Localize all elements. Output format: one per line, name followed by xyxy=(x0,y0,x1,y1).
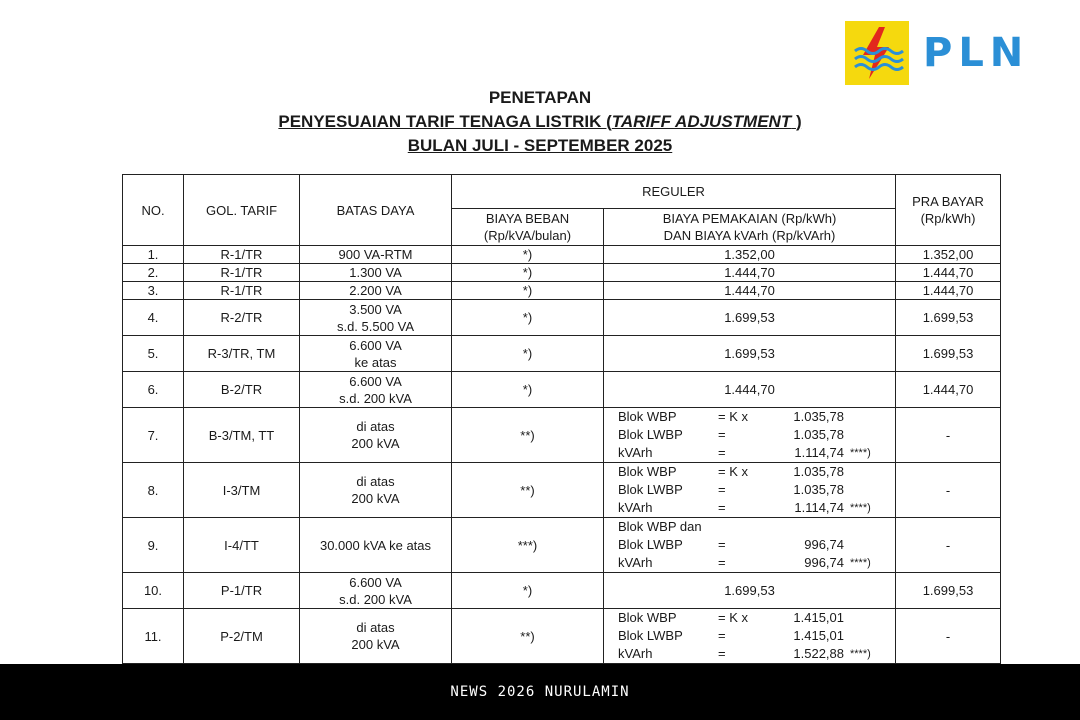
cell-batas-daya-1: di atas xyxy=(356,474,395,489)
blok-value: 1.522,88 xyxy=(793,646,844,661)
cell-pra-bayar: 1.444,70 xyxy=(896,282,1001,300)
cell-batas-daya xyxy=(300,609,452,664)
cell-no: 6. xyxy=(123,372,184,408)
header-biaya-beban xyxy=(452,209,604,246)
blok-op: = xyxy=(718,445,726,460)
blok-value: 996,74 xyxy=(804,537,844,552)
cell-biaya-pemakaian: 1.699,53 xyxy=(604,336,896,372)
blok-label: Blok LWBP xyxy=(618,537,683,552)
cell-batas-daya-2: s.d. 200 kVA xyxy=(339,390,412,406)
cell-biaya-beban: *) xyxy=(452,264,604,282)
cell-no: 10. xyxy=(123,573,184,609)
blok-op: = xyxy=(718,500,726,515)
blok-op: = K x xyxy=(718,464,748,479)
blok-note xyxy=(844,609,891,627)
cell-pra-bayar: 1.444,70 xyxy=(896,264,1001,282)
cell-batas-daya: 30.000 kVA ke atas xyxy=(300,518,452,573)
pln-logo-mark xyxy=(845,21,909,85)
cell-no: 1. xyxy=(123,246,184,264)
cell-gol-tarif: R-1/TR xyxy=(184,282,300,300)
blok-breakdown xyxy=(608,609,891,663)
cell-batas-daya: 2.200 VA xyxy=(300,282,452,300)
cell-batas-daya-1: di atas xyxy=(356,419,395,434)
blok-note: ****) xyxy=(850,502,871,514)
cell-batas-daya-1: 6.600 VA xyxy=(349,574,402,590)
cell-biaya-beban: *) xyxy=(452,300,604,336)
header-biaya-pemakaian-2: DAN BIAYA kVArh (Rp/kVArh) xyxy=(663,228,836,243)
header-biaya-beban-1: BIAYA BEBAN xyxy=(485,211,570,226)
cell-biaya-pemakaian xyxy=(604,463,896,518)
table-row xyxy=(123,300,1001,336)
cell-pra-bayar: 1.352,00 xyxy=(896,246,1001,264)
cell-gol-tarif: I-4/TT xyxy=(184,518,300,573)
header-biaya-beban-2: (Rp/kVA/bulan) xyxy=(483,228,572,243)
blok-label: Blok WBP xyxy=(618,464,677,479)
blok-op: = xyxy=(718,427,726,442)
blok-note xyxy=(844,426,891,444)
cell-batas-daya: 1.300 VA xyxy=(300,264,452,282)
header-pra-bayar xyxy=(896,175,1001,246)
cell-batas-daya-2: ke atas xyxy=(354,354,397,370)
heading-line-3: BULAN JULI - SEPTEMBER 2025 xyxy=(407,136,673,155)
cell-biaya-pemakaian: 1.352,00 xyxy=(604,246,896,264)
cell-no: 9. xyxy=(123,518,184,573)
blok-op: = xyxy=(718,537,726,552)
header-biaya-pemakaian xyxy=(604,209,896,246)
cell-biaya-pemakaian xyxy=(604,518,896,573)
blok-value: 1.035,78 xyxy=(793,409,844,424)
tariff-table xyxy=(122,174,1001,682)
header-no: NO. xyxy=(123,175,184,246)
cell-gol-tarif: I-3/TM xyxy=(184,463,300,518)
cell-pra-bayar: 1.699,53 xyxy=(896,300,1001,336)
blok-note: ****) xyxy=(850,557,871,569)
table-row xyxy=(123,264,1001,282)
cell-gol-tarif: P-2/TM xyxy=(184,609,300,664)
cell-biaya-beban: **) xyxy=(452,408,604,463)
heading-line-2-a: PENYESUAIAN TARIF TENAGA LISTRIK ( xyxy=(278,112,612,131)
blok-value xyxy=(774,518,844,536)
cell-batas-daya-2: 200 kVA xyxy=(351,637,400,652)
blok-value: 1.415,01 xyxy=(793,628,844,643)
blok-note: ****) xyxy=(850,447,871,459)
cell-biaya-pemakaian: 1.444,70 xyxy=(604,282,896,300)
blok-note xyxy=(844,627,891,645)
cell-biaya-beban: **) xyxy=(452,463,604,518)
blok-value: 1.035,78 xyxy=(793,427,844,442)
cell-gol-tarif: B-3/TM, TT xyxy=(184,408,300,463)
blok-label: Blok LWBP xyxy=(618,628,683,643)
cell-batas-daya-1: 6.600 VA xyxy=(349,373,402,389)
footer-banner xyxy=(0,664,1080,720)
cell-biaya-beban: ***) xyxy=(452,518,604,573)
table-row xyxy=(123,518,1001,573)
blok-note xyxy=(844,408,891,426)
heading-line-1: PENETAPAN xyxy=(488,88,592,107)
footer-text: NEWS 2026 NURULAMIN xyxy=(450,684,630,700)
lightning-wave-icon xyxy=(845,21,909,85)
cell-biaya-beban: *) xyxy=(452,246,604,264)
blok-label: kVArh xyxy=(618,646,653,661)
blok-op: = K x xyxy=(718,610,748,625)
cell-pra-bayar: - xyxy=(896,609,1001,664)
blok-op: = xyxy=(718,646,726,661)
blok-value: 1.114,74 xyxy=(794,445,844,460)
cell-biaya-pemakaian: 1.444,70 xyxy=(604,264,896,282)
cell-pra-bayar: - xyxy=(896,518,1001,573)
blok-value: 1.415,01 xyxy=(793,610,844,625)
cell-biaya-beban: **) xyxy=(452,609,604,664)
cell-no: 2. xyxy=(123,264,184,282)
pln-logo xyxy=(845,20,1029,86)
cell-gol-tarif: B-2/TR xyxy=(184,372,300,408)
cell-batas-daya: 900 VA-RTM xyxy=(300,246,452,264)
cell-pra-bayar: 1.699,53 xyxy=(896,573,1001,609)
cell-gol-tarif: R-1/TR xyxy=(184,246,300,264)
cell-batas-daya-2: 200 kVA xyxy=(351,436,400,451)
header-pra-bayar-2: (Rp/kWh) xyxy=(920,211,976,226)
cell-batas-daya xyxy=(300,336,452,372)
cell-biaya-beban: *) xyxy=(452,282,604,300)
pln-logo-text: PLN xyxy=(923,30,1030,76)
cell-biaya-pemakaian: 1.699,53 xyxy=(604,300,896,336)
blok-label: kVArh xyxy=(618,500,653,515)
cell-no: 11. xyxy=(123,609,184,664)
cell-biaya-pemakaian: 1.444,70 xyxy=(604,372,896,408)
header-biaya-pemakaian-1: BIAYA PEMAKAIAN (Rp/kWh) xyxy=(662,211,837,226)
cell-no: 8. xyxy=(123,463,184,518)
cell-gol-tarif: P-1/TR xyxy=(184,573,300,609)
cell-no: 4. xyxy=(123,300,184,336)
cell-biaya-beban: *) xyxy=(452,573,604,609)
cell-no: 5. xyxy=(123,336,184,372)
cell-batas-daya-2: s.d. 200 kVA xyxy=(339,591,412,607)
cell-batas-daya xyxy=(300,372,452,408)
blok-value: 1.114,74 xyxy=(794,500,844,515)
cell-batas-daya xyxy=(300,463,452,518)
blok-note xyxy=(844,463,891,481)
blok-breakdown xyxy=(608,518,891,572)
table-row xyxy=(123,463,1001,518)
blok-note: ****) xyxy=(850,648,871,660)
cell-pra-bayar: 1.444,70 xyxy=(896,372,1001,408)
blok-label: Blok WBP xyxy=(618,409,677,424)
cell-biaya-pemakaian xyxy=(604,609,896,664)
heading-line-2-b: TARIFF ADJUSTMENT xyxy=(611,112,792,131)
cell-biaya-beban: *) xyxy=(452,372,604,408)
blok-op: = xyxy=(718,482,726,497)
blok-label: kVArh xyxy=(618,555,653,570)
cell-batas-daya xyxy=(300,300,452,336)
blok-note xyxy=(844,518,891,536)
cell-batas-daya xyxy=(300,408,452,463)
blok-label: kVArh xyxy=(618,445,653,460)
table-row xyxy=(123,408,1001,463)
cell-batas-daya-1: di atas xyxy=(356,620,395,635)
cell-gol-tarif: R-2/TR xyxy=(184,300,300,336)
blok-note xyxy=(844,481,891,499)
blok-value: 1.035,78 xyxy=(793,464,844,479)
blok-label: Blok LWBP xyxy=(618,482,683,497)
cell-batas-daya-2: s.d. 5.500 VA xyxy=(336,318,415,334)
cell-gol-tarif: R-1/TR xyxy=(184,264,300,282)
blok-value: 996,74 xyxy=(804,555,844,570)
cell-biaya-beban: *) xyxy=(452,336,604,372)
cell-pra-bayar: - xyxy=(896,408,1001,463)
cell-gol-tarif: R-3/TR, TM xyxy=(184,336,300,372)
heading-line-2-c: ) xyxy=(795,112,802,131)
blok-label: Blok WBP xyxy=(618,610,677,625)
blok-value: 1.035,78 xyxy=(793,482,844,497)
table-row xyxy=(123,336,1001,372)
heading-line-2 xyxy=(0,112,1080,132)
cell-no: 3. xyxy=(123,282,184,300)
table-row xyxy=(123,372,1001,408)
cell-biaya-pemakaian: 1.699,53 xyxy=(604,573,896,609)
table-row xyxy=(123,609,1001,664)
header-reguler: REGULER xyxy=(452,175,896,209)
header-batas-daya: BATAS DAYA xyxy=(300,175,452,246)
blok-op xyxy=(718,518,774,536)
header-pra-bayar-1: PRA BAYAR xyxy=(912,194,984,209)
blok-breakdown xyxy=(608,463,891,517)
cell-batas-daya-1: 6.600 VA xyxy=(349,337,402,353)
cell-batas-daya-2: 200 kVA xyxy=(351,491,400,506)
blok-op: = xyxy=(718,555,726,570)
blok-note xyxy=(844,536,891,554)
blok-label: Blok WBP dan xyxy=(618,519,702,534)
cell-batas-daya xyxy=(300,573,452,609)
cell-pra-bayar: - xyxy=(896,463,1001,518)
blok-breakdown xyxy=(608,408,891,462)
table-row xyxy=(123,282,1001,300)
cell-pra-bayar: 1.699,53 xyxy=(896,336,1001,372)
cell-biaya-pemakaian xyxy=(604,408,896,463)
table-row xyxy=(123,246,1001,264)
cell-batas-daya-1: 3.500 VA xyxy=(349,301,402,317)
header-gol-tarif: GOL. TARIF xyxy=(184,175,300,246)
table-row xyxy=(123,573,1001,609)
blok-op: = xyxy=(718,628,726,643)
blok-label: Blok LWBP xyxy=(618,427,683,442)
blok-op: = K x xyxy=(718,409,748,424)
cell-no: 7. xyxy=(123,408,184,463)
